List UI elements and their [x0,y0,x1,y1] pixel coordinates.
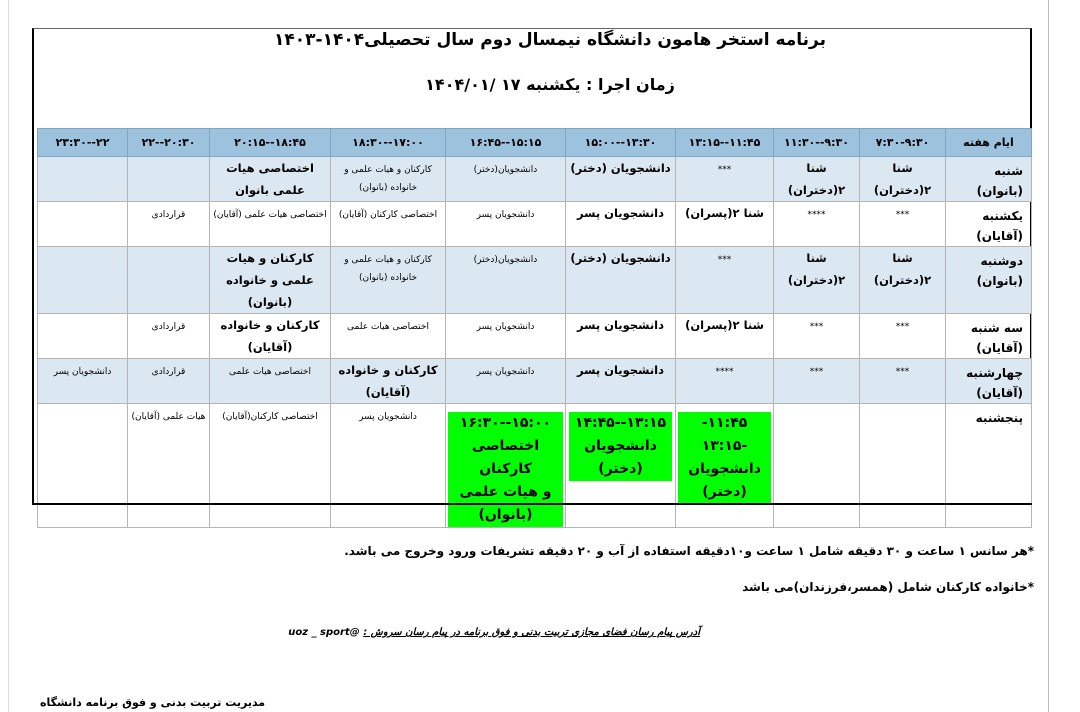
slot-cell: *** [860,202,946,247]
slot-cell: کارکنان و هیات علمی و خانواده (بانوان) [331,157,446,202]
messenger-address [288,627,700,638]
slot-cell: اختصاصی هیات علمی [210,359,331,404]
highlight-box [569,412,672,481]
highlight-box [678,412,771,504]
divider [32,503,1032,505]
header-cell: ۲۰:۳۰--۲۲ [128,129,210,157]
highlight-line: دانشجویان [584,438,657,454]
slot-cell: قراردادی [128,202,210,247]
slot-cell [38,247,128,314]
slot-cell: **** [774,202,860,247]
day-cell: شنبه (بانوان) [946,157,1032,202]
slot-cell: شنا ۲(دختران) [774,247,860,314]
slot-cell: **** [676,359,774,404]
slot-cell: کارکنان و هیات علمی و خانواده (بانوان) [331,247,446,314]
slot-cell: هیات علمی (آقایان) [128,404,210,528]
header-cell: ۱۳:۳۰--۱۵:۰۰ [566,129,676,157]
header-cell: ۱۵:۱۵--۱۶:۴۵ [446,129,566,157]
highlight-line: اختصاصی کارکنان [471,438,540,477]
slot-cell: کارکنان و هیات علمی و خانواده (بانوان) [210,247,331,314]
slot-cell [566,404,676,528]
schedule-table [37,128,1032,528]
slot-cell: شنا ۲(دختران) [860,157,946,202]
slot-cell: شنا ۲(پسران) [676,314,774,359]
header-cell: ۹:۳۰--۱۱:۳۰ [774,129,860,157]
slot-cell: کارکنان و خانواده (آقایان) [210,314,331,359]
slot-cell: قراردادی [128,359,210,404]
day-cell: یکشنبه (آقایان) [946,202,1032,247]
note-family: *خانواده کارکنان شامل (همسر،فرزندان)می باشد [742,580,1034,594]
table-row [38,247,1032,314]
highlight-line: و هیات علمی [459,484,552,500]
slot-cell [128,247,210,314]
slot-cell: دانشجویان (دختر) [566,247,676,314]
header-row [38,129,1032,157]
slot-cell [38,157,128,202]
page-title: برنامه استخر هامون دانشگاه نیمسال دوم سال تحصیلی۱۴۰۴-۱۴۰۳ [273,30,826,50]
slot-cell: اختصاصی کارکنان(آقایان) [210,404,331,528]
slot-cell [38,314,128,359]
slot-cell [676,404,774,528]
slot-cell: دانشجویان پسر [331,404,446,528]
highlight-line: دانشجویان [688,461,761,477]
slot-cell: دانشجویان(دختر) [446,247,566,314]
slot-cell: دانشجویان پسر [446,359,566,404]
address-handle: @uoz _ sport [288,627,360,638]
slot-cell: دانشجویان پسر [566,359,676,404]
slot-cell [128,157,210,202]
slot-cell: *** [860,359,946,404]
table-row [38,157,1032,202]
header-cell: ۱۸:۴۵--۲۰:۱۵ [210,129,331,157]
day-cell: سه شنبه (آقایان) [946,314,1032,359]
table-row [38,404,1032,528]
slot-cell: شنا ۲(دختران) [860,247,946,314]
slot-cell: *** [774,314,860,359]
day-cell: دوشنبه (بانوان) [946,247,1032,314]
slot-cell: *** [676,157,774,202]
table-row [38,359,1032,404]
highlight-line: (بانوان) [478,507,533,523]
footer-signature: مدیریت تربیت بدنی و فوق برنامه دانشگاه [40,696,266,709]
slot-cell: *** [676,247,774,314]
slot-cell: اختصاصی هیات علمی (آقایان) [210,202,331,247]
table-row [38,314,1032,359]
slot-cell [774,404,860,528]
slot-cell: کارکنان و خانواده (آقایان) [331,359,446,404]
highlight-line: (دختر) [702,484,747,500]
header-cell: ایام هفته [946,129,1032,157]
table-row [38,202,1032,247]
slot-cell: *** [774,359,860,404]
slot-cell: دانشجویان (دختر) [566,157,676,202]
page-edge [1048,0,1049,712]
address-label: آدرس پیام رسان فضای مجازی تربیت بدنی و فوق برنامه در پیام رسان سروش : [363,627,700,638]
slot-cell [860,404,946,528]
slot-cell: قراردادی [128,314,210,359]
highlight-line: (دختر) [598,461,643,477]
header-cell: ۱۷:۰۰--۱۸:۳۰ [331,129,446,157]
highlight-time: ۱۳:۱۵--۱۴:۴۵ [574,415,667,431]
slot-cell: *** [860,314,946,359]
slot-cell: شنا ۲(دختران) [774,157,860,202]
header-cell: ۱۱:۴۵--۱۳:۱۵ [676,129,774,157]
slot-cell: شنا ۲(پسران) [676,202,774,247]
slot-cell: دانشجویان پسر [446,202,566,247]
highlight-box [448,412,563,527]
slot-cell: دانشجویان پسر [446,314,566,359]
header-cell: ۲۲--۲۳:۳۰ [38,129,128,157]
slot-cell: اختصاصی هیات علمی بانوان [210,157,331,202]
slot-cell [38,404,128,528]
slot-cell [446,404,566,528]
note-session: *هر سانس ۱ ساعت و ۳۰ دقیقه شامل ۱ ساعت و۱۰دقیقه استفاده از آب و ۲۰ دقیقه تشریفات ورود وخروج می باشد. [344,544,1034,558]
day-cell: پنجشنبه [946,404,1032,528]
day-cell: چهارشنبه (آقایان) [946,359,1032,404]
header-cell: ۷:۳۰-۹:۳۰ [860,129,946,157]
slot-cell: دانشجویان پسر [566,202,676,247]
highlight-time: ۱۵:۰۰--۱۶:۳۰ [459,415,552,431]
slot-cell: اختصاصی هیات علمی [331,314,446,359]
slot-cell: دانشجویان(دختر) [446,157,566,202]
slot-cell [38,202,128,247]
slot-cell: دانشجویان پسر [566,314,676,359]
highlight-time: ۱۱:۴۵--۱۳:۱۵ [701,415,748,454]
slot-cell: دانشجویان پسر [38,359,128,404]
execution-date: زمان اجرا : یکشنبه ۱۷ /۱۴۰۴/۰۱ [425,75,675,94]
page-edge [8,0,9,712]
slot-cell: اختصاصی کارکنان (آقایان) [331,202,446,247]
